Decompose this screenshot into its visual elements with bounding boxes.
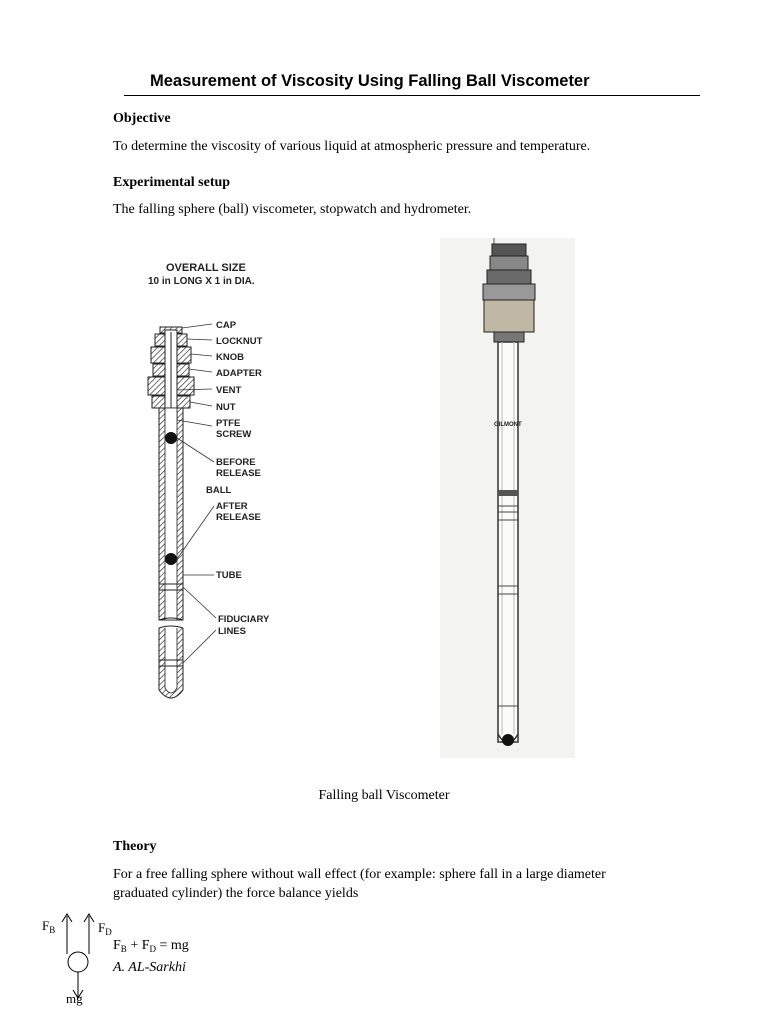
label-ball: BALL <box>206 485 232 496</box>
setup-heading: Experimental setup <box>113 175 231 190</box>
page-title: Measurement of Viscosity Using Falling Ball Viscometer <box>150 72 590 90</box>
viscometer-schematic <box>130 250 300 710</box>
label-screw: SCREW <box>216 429 252 440</box>
label-nut: NUT <box>216 402 236 413</box>
theory-text <box>113 865 733 903</box>
figure-caption: Falling ball Viscometer <box>318 788 450 803</box>
theory-heading: Theory <box>113 839 157 854</box>
label-adapter: ADAPTER <box>216 368 262 379</box>
label-fiduciary: FIDUCIARY <box>218 614 270 625</box>
title-underline <box>124 95 700 96</box>
theory-line-1: For a free falling sphere without wall effect (for example: sphere fall in a large diameter <box>113 867 606 882</box>
label-after: AFTER <box>216 501 248 512</box>
viscometer-photo <box>440 238 575 758</box>
force-fb-label: $F_B$ <box>42 918 56 935</box>
force-balance-equation: $F_B + F_D$ = mg <box>113 938 189 954</box>
theory-line-2: graduated cylinder) the force balance yields <box>113 886 359 901</box>
photo-brand-label: GILMONT <box>494 422 522 428</box>
label-before: BEFORE <box>216 457 256 468</box>
label-after-release: RELEASE <box>216 512 261 523</box>
label-cap: CAP <box>216 320 237 331</box>
label-lines: LINES <box>218 626 246 637</box>
ball-after-release <box>165 553 177 565</box>
force-fd-label: $F_D$ <box>98 920 112 937</box>
objective-text: To determine the viscosity of various liquid at atmospheric pressure and temperature. <box>113 139 591 154</box>
label-before-release: RELEASE <box>216 468 261 479</box>
ball-before-release <box>165 432 177 444</box>
photo-ball <box>502 734 514 746</box>
label-locknut: LOCKNUT <box>216 336 263 347</box>
setup-text: The falling sphere (ball) viscometer, stopwatch and hydrometer. <box>113 202 472 217</box>
label-knob: KNOB <box>216 352 244 363</box>
viscometer-head <box>148 327 194 420</box>
label-tube: TUBE <box>216 570 242 581</box>
label-vent: VENT <box>216 385 242 396</box>
force-mg-label: mg <box>66 991 83 1006</box>
size-line-2: 10 in LONG X 1 in DIA. <box>148 276 255 287</box>
size-line-1: OVERALL SIZE <box>166 262 246 274</box>
author-footer: A. AL-Sarkhi <box>113 960 186 975</box>
label-ptfe: PTFE <box>216 418 241 429</box>
objective-heading: Objective <box>113 111 171 126</box>
